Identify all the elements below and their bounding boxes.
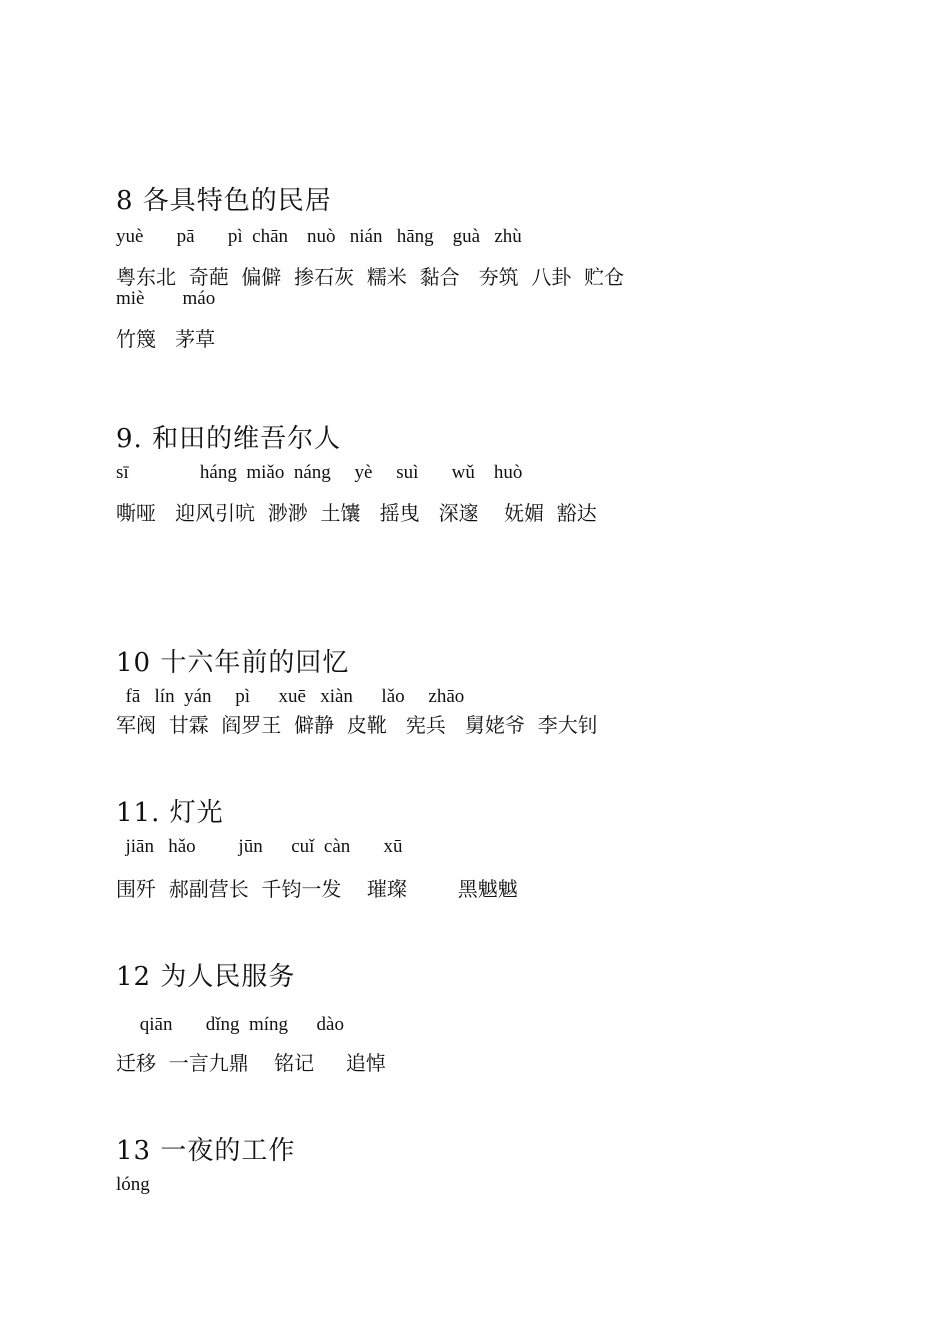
vocab-line: 嘶哑 迎风引吭 渺渺 土馕 摇曳 深邃 妩媚 豁达 bbox=[116, 501, 597, 525]
pinyin-line: sī háng miǎo náng yè suì wǔ huò bbox=[116, 462, 523, 483]
section-title-11: 11. 灯光 bbox=[116, 798, 224, 828]
pinyin-line: fā lín yán pì xuē xiàn lǎo zhāo bbox=[116, 686, 465, 707]
vocab-line: 粤东北 奇葩 偏僻 掺石灰 糯米 黏合 夯筑 八卦 贮仓 bbox=[116, 265, 625, 289]
pinyin-line: miè máo bbox=[116, 288, 216, 309]
vocab-line: 围歼 郝副营长 千钧一发 璀璨 黑魆魆 bbox=[116, 877, 518, 901]
pinyin-line: qiān dǐng míng dào bbox=[116, 1014, 344, 1035]
vocab-line: 迁移 一言九鼎 铭记 追悼 bbox=[116, 1051, 386, 1075]
section-title-13: 13 一夜的工作 bbox=[116, 1136, 296, 1166]
section-title-8: 8 各具特色的民居 bbox=[116, 186, 332, 216]
pinyin-line: jiān hǎo jūn cuǐ càn xū bbox=[116, 836, 403, 857]
section-title-10: 10 十六年前的回忆 bbox=[116, 648, 350, 678]
section-title-12: 12 为人民服务 bbox=[116, 962, 296, 992]
section-title-9: 9. 和田的维吾尔人 bbox=[116, 424, 342, 454]
pinyin-line: lóng bbox=[116, 1174, 150, 1195]
vocab-line: 军阀 甘霖 阎罗王 僻静 皮靴 宪兵 舅姥爷 李大钊 bbox=[116, 713, 598, 737]
vocab-line: 竹篾 茅草 bbox=[116, 327, 216, 351]
pinyin-line: yuè pā pì chān nuò nián hāng guà zhù bbox=[116, 226, 522, 247]
